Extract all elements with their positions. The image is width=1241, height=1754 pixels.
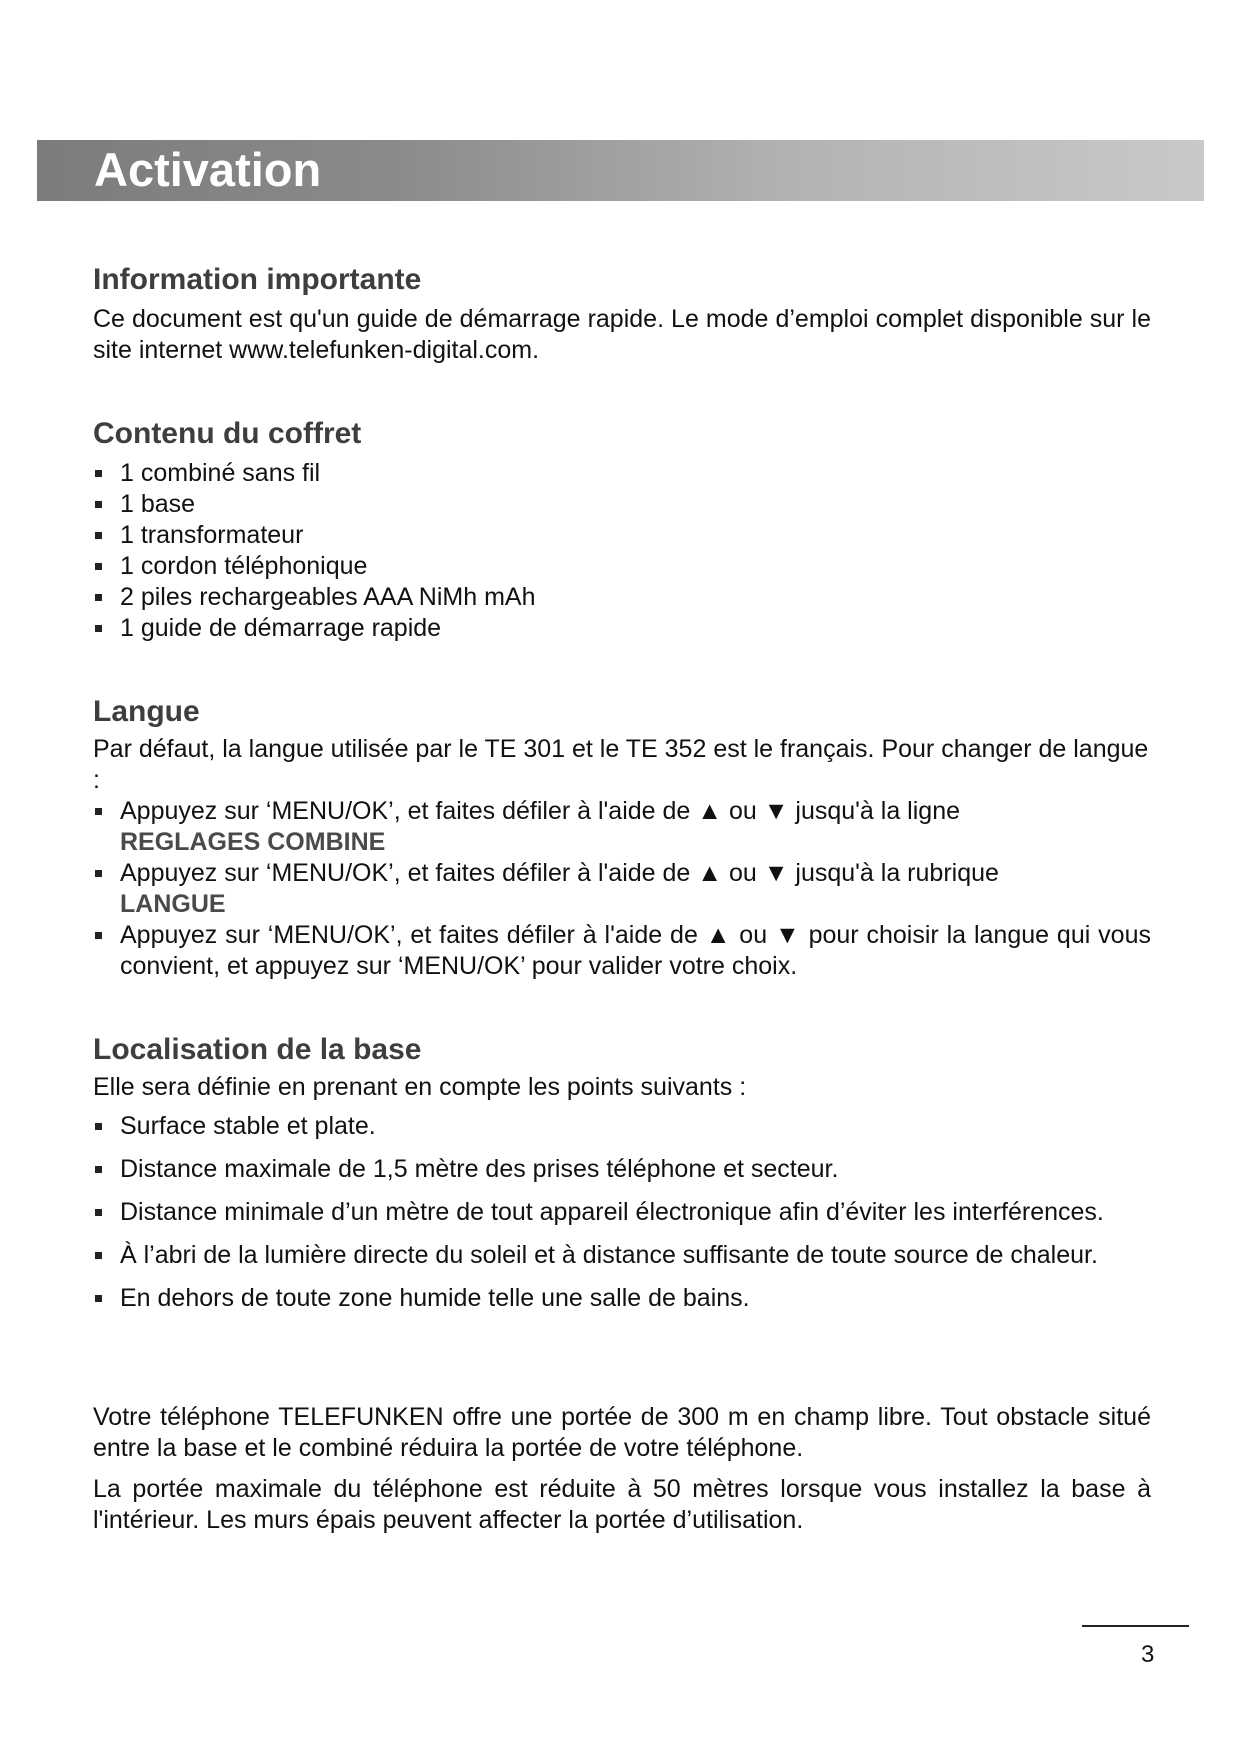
language-step-text: Appuyez sur ‘MENU/OK’, et faites défiler à l'aide de ▲ ou ▼ jusqu'à la ligne [120, 797, 961, 825]
range-paragraph: La portée maximale du téléphone est réduite à 50 mètres lorsque vous installez la base à l'intérieur. Les murs épais peuvent affecter la portée d’utilisation. [93, 1475, 1151, 1534]
language-step [93, 920, 1151, 982]
title-banner [37, 140, 1204, 201]
language-step [93, 796, 1151, 858]
list-item: À l’abri de la lumière directe du soleil et à distance suffisante de toute source de chaleur. [93, 1240, 1151, 1271]
section-heading-location: Localisation de la base [93, 1033, 422, 1066]
list-item: 1 combiné sans fil [93, 458, 1151, 489]
range-paragraph: Votre téléphone TELEFUNKEN offre une portée de 300 m en champ libre. Tout obstacle situé entre la base et le combiné réduira la portée de votre téléphone. [93, 1403, 1151, 1462]
list-item: 1 cordon téléphonique [93, 551, 1151, 582]
section-base-location [93, 1028, 1151, 1314]
language-step [93, 858, 1151, 920]
page-title: Activation [94, 143, 322, 196]
footer-rule [1082, 1625, 1189, 1627]
menu-keyword: REGLAGES COMBINE [120, 828, 386, 856]
location-intro: Elle sera définie en prenant en compte les points suivants : [93, 1073, 747, 1101]
section-box-contents [93, 412, 1151, 644]
list-item: Distance maximale de 1,5 mètre des prises téléphone et secteur. [93, 1154, 1151, 1185]
page-number: 3 [1141, 1641, 1155, 1668]
document-body [93, 258, 1151, 1536]
language-step-text: Appuyez sur ‘MENU/OK’, et faites défiler à l'aide de ▲ ou ▼ pour choisir la langue qui vous convient, et appuyez sur ‘MENU/OK’ pour valider votre choix. [120, 921, 1151, 980]
language-step-text: Appuyez sur ‘MENU/OK’, et faites défiler à l'aide de ▲ ou ▼ jusqu'à la rubrique [120, 859, 999, 887]
section-language [93, 690, 1151, 982]
language-steps [93, 796, 1151, 982]
list-item: Surface stable et plate. [93, 1111, 1151, 1142]
section-information [93, 258, 1151, 366]
list-item: 1 base [93, 489, 1151, 520]
section-heading-information: Information importante [93, 263, 422, 296]
language-intro: Par défaut, la langue utilisée par le TE 301 et le TE 352 est le français. Pour changer de langue : [93, 735, 1149, 794]
list-item: Distance minimale d’un mètre de tout appareil électronique afin d’éviter les interférences. [93, 1197, 1151, 1228]
section-heading-language: Langue [93, 695, 200, 728]
list-item: 2 piles rechargeables AAA NiMh mAh [93, 582, 1151, 613]
list-item: En dehors de toute zone humide telle une salle de bains. [93, 1283, 1151, 1314]
location-list [93, 1111, 1151, 1314]
list-item: 1 guide de démarrage rapide [93, 613, 1151, 644]
contents-list [93, 458, 1151, 644]
menu-keyword: LANGUE [120, 890, 226, 918]
list-item: 1 transformateur [93, 520, 1151, 551]
information-text: Ce document est qu'un guide de démarrage rapide. Le mode d’emploi complet disponible sur le site internet www.telefunken-digital.com. [93, 305, 1151, 364]
section-heading-contents: Contenu du coffret [93, 417, 362, 450]
